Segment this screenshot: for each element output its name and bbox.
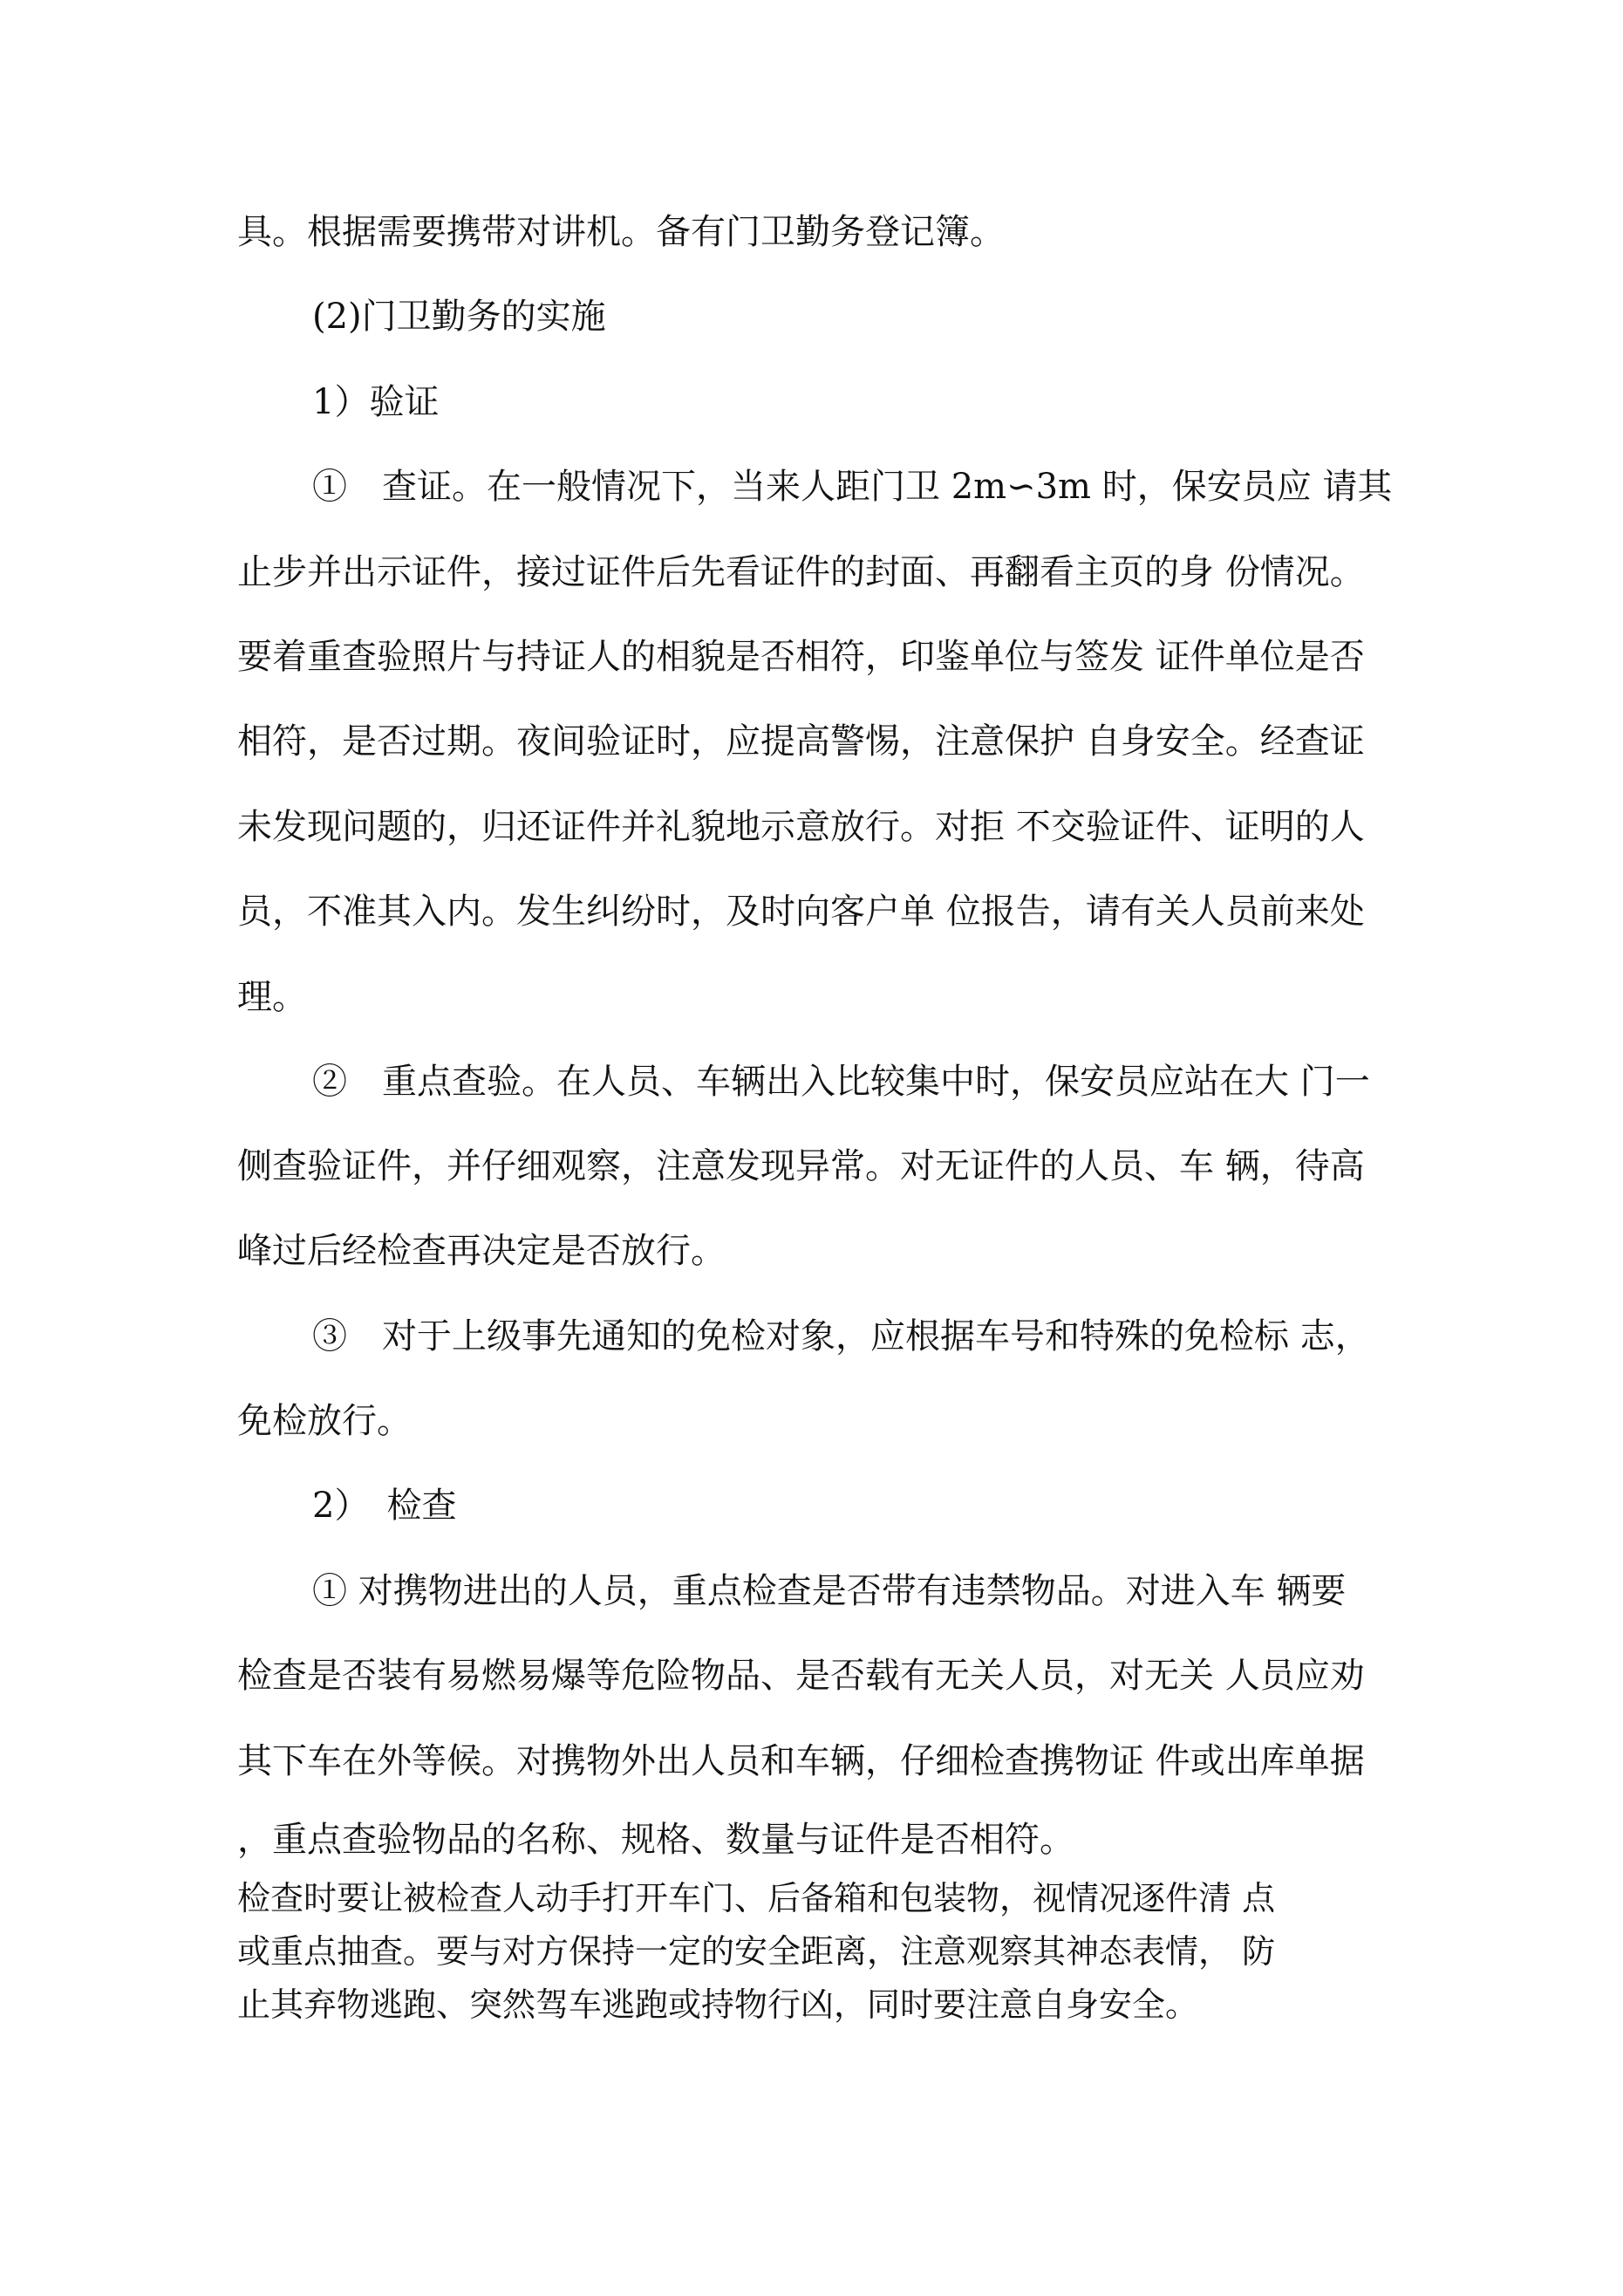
text-line: 检查时要让被检查人动手打开车门、后备箱和包装物，视情况逐件清 点 [237,1879,1276,1917]
subsection-heading: 1）验证 [312,382,440,422]
text-line: 未发现问题的，归还证件并礼貌地示意放行。对拒 不交验证件、证明的人 [237,807,1365,847]
text-line: ① 对携物进出的人员，重点检查是否带有违禁物品。对进入车 辆要 [312,1571,1347,1611]
text-line: 员，不准其入内。发生纠纷时，及时向客户单 位报告，请有关人员前来处 [237,892,1365,932]
text-line: 相符，是否过期。夜间验证时，应提高警惕，注意保护 自身安全。经查证 [237,721,1365,762]
text-line: ② 重点查验。在人员、车辆出入比较集中时，保安员应站在大 门一 [312,1062,1370,1102]
text-line: 要着重查验照片与持证人的相貌是否相符，印鉴单位与签发 证件单位是否 [237,637,1365,677]
text-line: 侧查验证件，并仔细观察，注意发现异常。对无证件的人员、车 辆，待高 [237,1146,1365,1186]
text-line: ③ 对于上级事先通知的免检对象，应根据车号和特殊的免检标 志， [312,1316,1370,1356]
text-line: 具。根据需要携带对讲机。备有门卫勤务登记簿。 [237,212,1005,252]
section-heading: (2)门卫勤务的实施 [312,297,606,337]
text-line: ① 查证。在一般情况下，当来人距门卫 2m∽3m 时，保安员应 请其 [312,467,1393,507]
text-line: 或重点抽查。要与对方保持一定的安全距离，注意观察其神态表情， 防 [237,1932,1276,1971]
text-line: 检查是否装有易燃易爆等危险物品、是否载有无关人员，对无关 人员应劝 [237,1656,1365,1696]
text-line: 峰过后经检查再决定是否放行。 [237,1231,726,1271]
text-line: 理。 [237,977,307,1017]
text-line: ，重点查验物品的名称、规格、数量与证件是否相符。 [237,1820,1074,1860]
text-line: 免检放行。 [237,1401,412,1441]
text-line: 止步并出示证件，接过证件后先看证件的封面、再翻看主页的身 份情况。 [237,552,1365,592]
subsection-heading: 2） 检查 [312,1486,457,1526]
text-line: 其下车在外等候。对携物外出人员和车辆，仔细检查携物证 件或出库单据 [237,1741,1365,1781]
text-line: 止其弃物逃跑、突然驾车逃跑或持物行凶，同时要注意自身安全。 [237,1985,1199,2024]
